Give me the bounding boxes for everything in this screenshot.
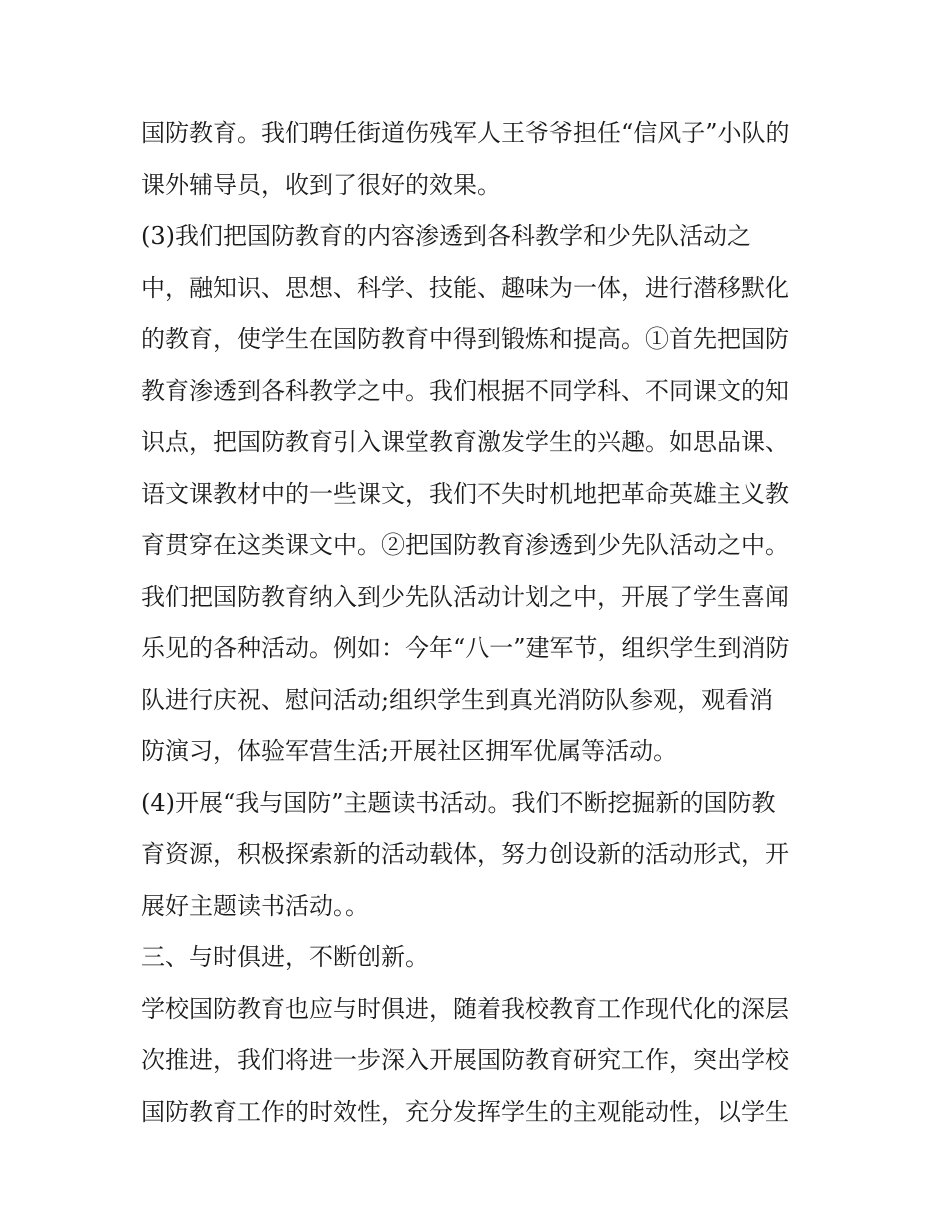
text-line: 队进行庆祝、慰问活动;组织学生到真光消防队参观，观看消 xyxy=(141,685,774,714)
text-line: (3)我们把国防教育的内容渗透到各科教学和少先队活动之 xyxy=(141,222,751,250)
text-line: 次推进，我们将进一步深入开展国防教育研究工作，突出学校 xyxy=(141,1046,789,1074)
body-text xyxy=(141,108,821,1138)
text-line: (4)开展“我与国防”主题读书活动。我们不断挖掘新的国防教 xyxy=(141,788,776,817)
text-line: 展好主题读书活动。。 xyxy=(141,891,369,920)
text-line: 教育渗透到各科教学之中。我们根据不同学科、不同课文的知 xyxy=(141,376,789,405)
text-line: 中，融知识、思想、科学、技能、趣味为一体，进行潜移默化 xyxy=(141,273,789,302)
text-line: 语文课教材中的一些课文，我们不失时机地把革命英雄主义教 xyxy=(141,479,789,508)
text-line: 育贯穿在这类课文中。②把国防教育渗透到少先队活动之中。 xyxy=(141,531,789,559)
text-line: 育资源，积极探索新的活动载体，努力创设新的活动形式，开 xyxy=(141,840,789,868)
section-heading: 三、与时俱进，不断创新。 xyxy=(141,943,429,971)
text-line: 识点，把国防教育引入课堂教育激发学生的兴趣。如思品课、 xyxy=(141,428,789,456)
text-line: 国防教育工作的时效性，充分发挥学生的主观能动性，以学生 xyxy=(141,1097,789,1126)
text-line: 防演习，体验军营生活;开展社区拥军优属等活动。 xyxy=(141,737,678,765)
text-line: 国防教育。我们聘任街道伤残军人王爷爷担任“信风子”小队的 xyxy=(141,119,790,147)
text-line: 课外辅导员，收到了很好的效果。 xyxy=(141,170,501,199)
text-line: 学校国防教育也应与时俱进，随着我校教育工作现代化的深层 xyxy=(141,994,789,1023)
text-line: 我们把国防教育纳入到少先队活动计划之中，开展了学生喜闻 xyxy=(141,582,789,611)
text-line: 乐见的各种活动。例如：今年“八一”建军节，组织学生到消防 xyxy=(141,634,790,662)
text-line: 的教育，使学生在国防教育中得到锻炼和提高。①首先把国防 xyxy=(141,325,789,353)
